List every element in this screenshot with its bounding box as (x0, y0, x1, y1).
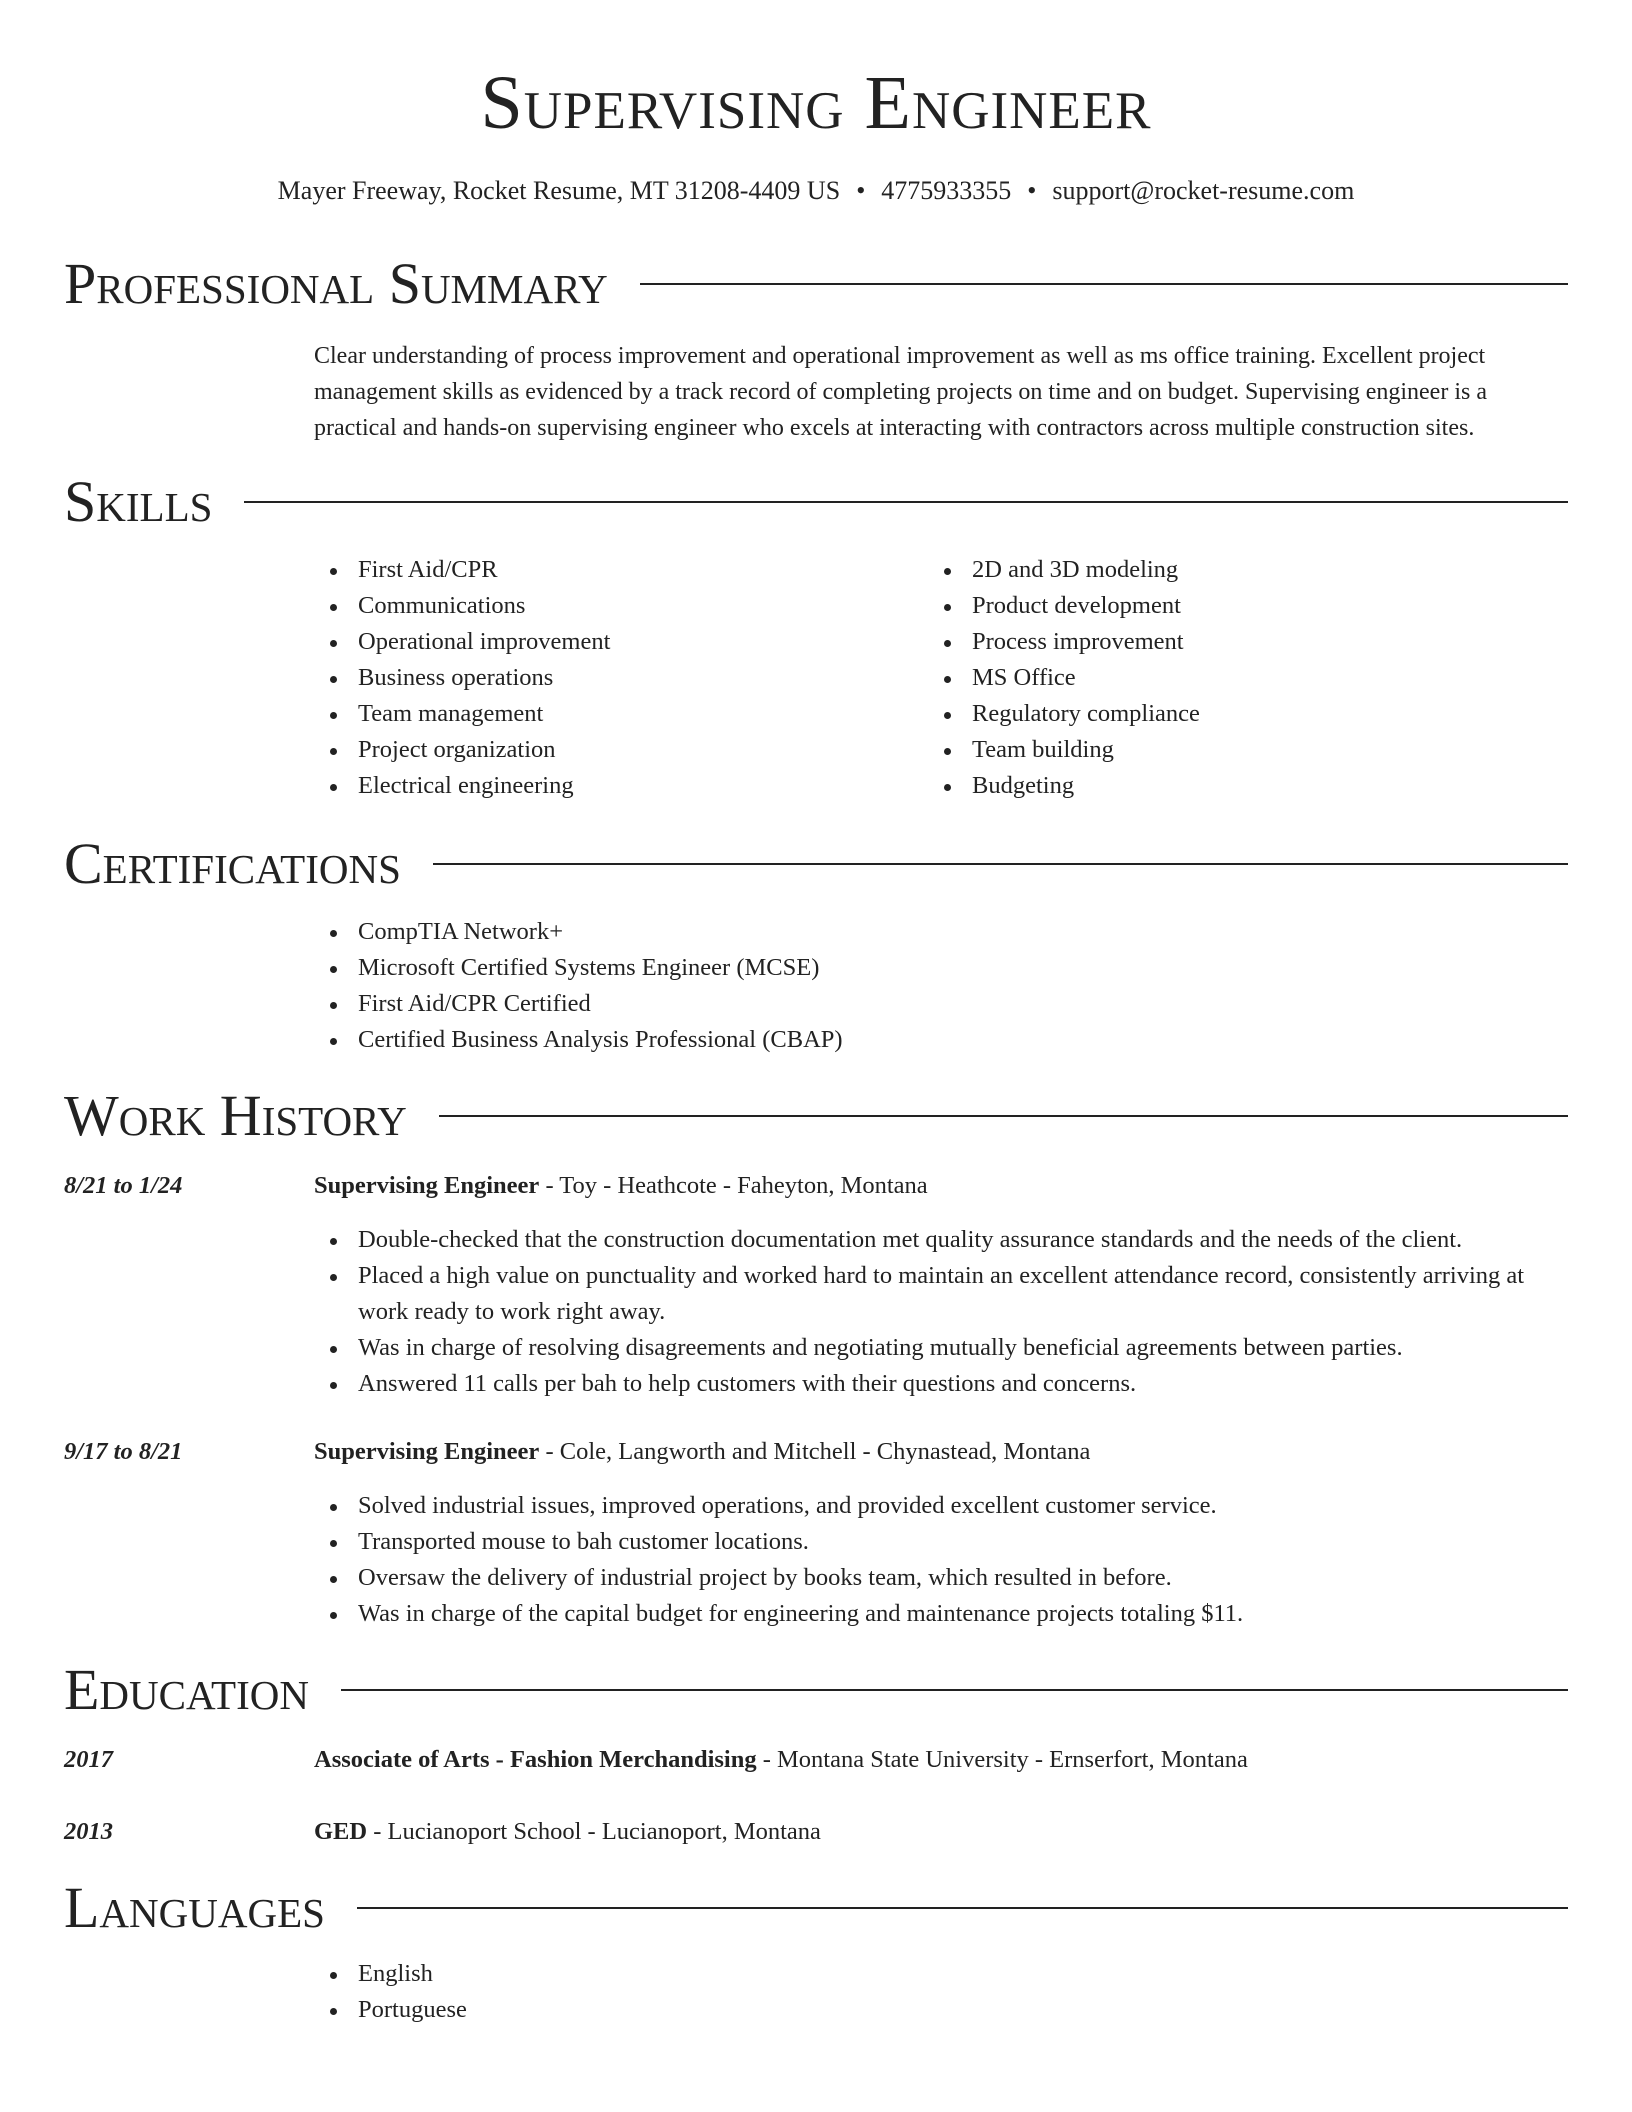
skill-item: Process improvement (928, 624, 1528, 660)
education-heading: Education (64, 1657, 309, 1722)
contact-separator: • (856, 176, 866, 205)
education-section-header (64, 1658, 1568, 1722)
contact-separator: • (1027, 176, 1037, 205)
skill-item: Operational improvement (314, 624, 874, 660)
certification-item: Certified Business Analysis Professional (CBAP) (314, 1022, 1554, 1058)
contact-line (0, 174, 1632, 208)
certifications-heading: Certifications (64, 831, 401, 896)
job-title: Supervising Engineer (314, 1172, 540, 1199)
section-divider (357, 1907, 1568, 1909)
job-duty: Oversaw the delivery of industrial project by books team, which resulted in before. (314, 1560, 1554, 1596)
certification-item: CompTIA Network+ (314, 914, 1554, 950)
job-duty: Double-checked that the construction documentation met quality assurance standards and the needs of the client. (314, 1222, 1554, 1258)
work-heading: Work History (64, 1083, 407, 1148)
languages-heading: Languages (64, 1875, 325, 1940)
skill-item: Business operations (314, 660, 874, 696)
job-employer-location: - Cole, Langworth and Mitchell - Chynastead, Montana (539, 1438, 1091, 1465)
section-divider (439, 1115, 1568, 1117)
contact-phone: 4775933355 (881, 176, 1012, 205)
education-year: 2017 (64, 1746, 113, 1773)
certification-item: First Aid/CPR Certified (314, 986, 1554, 1022)
resume-name-title: Supervising Engineer (480, 61, 1152, 145)
job-duty: Solved industrial issues, improved operations, and provided excellent customer service. (314, 1488, 1554, 1524)
job-heading (314, 1168, 1554, 1204)
skill-item: Team building (928, 732, 1528, 768)
certifications-list (314, 914, 1554, 1058)
job-heading (314, 1434, 1554, 1470)
job-dates: 9/17 to 8/21 (64, 1438, 183, 1465)
skill-item: Product development (928, 588, 1528, 624)
skill-item: Communications (314, 588, 874, 624)
skill-item: Team management (314, 696, 874, 732)
language-item: English (314, 1956, 1554, 1992)
languages-section-header (64, 1876, 1568, 1940)
education-school-location: - Montana State University - Ernserfort, Montana (756, 1746, 1248, 1773)
education-entry (314, 1742, 1554, 1778)
job-dates: 8/21 to 1/24 (64, 1172, 183, 1199)
education-year: 2013 (64, 1818, 113, 1845)
summary-heading: Professional Summary (64, 251, 608, 316)
skill-item: Regulatory compliance (928, 696, 1528, 732)
job-duty: Was in charge of the capital budget for engineering and maintenance projects totaling $11. (314, 1596, 1554, 1632)
contact-email[interactable]: support@rocket-resume.com (1052, 176, 1355, 205)
section-divider (341, 1689, 1568, 1691)
skills-list-left (314, 552, 874, 804)
job-duties-list (314, 1488, 1554, 1632)
certification-item: Microsoft Certified Systems Engineer (MCSE) (314, 950, 1554, 986)
job-duty: Answered 11 calls per bah to help customers with their questions and concerns. (314, 1366, 1554, 1402)
education-degree: GED (314, 1818, 368, 1845)
education-degree: Associate of Arts - Fashion Merchandising (314, 1746, 757, 1773)
skill-item: 2D and 3D modeling (928, 552, 1528, 588)
summary-section-header (64, 252, 1568, 316)
summary-text: Clear understanding of process improvement and operational improvement as well as ms office training. Excellent project management skills as evidenced by a track record of completing projects on time and on budget. Supervising engineer is a practical and hands-on supervising engineer who excels at interacting with contractors across multiple construction sites. (314, 343, 1487, 441)
section-divider (433, 863, 1568, 865)
job-duty: Placed a high value on punctuality and worked hard to maintain an excellent attendance record, consistently arriving at work ready to work right away. (314, 1258, 1554, 1330)
language-item: Portuguese (314, 1992, 1554, 2028)
languages-list (314, 1956, 1554, 2028)
job-title: Supervising Engineer (314, 1438, 540, 1465)
contact-address: Mayer Freeway, Rocket Resume, MT 31208-4409 US (277, 176, 841, 205)
section-divider (244, 501, 1568, 503)
education-entry (314, 1814, 1554, 1850)
section-divider (640, 283, 1568, 285)
skills-heading: Skills (64, 469, 213, 534)
job-duty: Transported mouse to bah customer locations. (314, 1524, 1554, 1560)
skill-item: Budgeting (928, 768, 1528, 804)
skills-list-right (928, 552, 1528, 804)
skill-item: First Aid/CPR (314, 552, 874, 588)
job-duty: Was in charge of resolving disagreements and negotiating mutually beneficial agreements between parties. (314, 1330, 1554, 1366)
education-school-location: - Lucianoport School - Lucianoport, Montana (367, 1818, 821, 1845)
skill-item: MS Office (928, 660, 1528, 696)
job-duties-list (314, 1222, 1554, 1402)
certifications-section-header (64, 832, 1568, 896)
skill-item: Electrical engineering (314, 768, 874, 804)
work-section-header (64, 1084, 1568, 1148)
job-employer-location: - Toy - Heathcote - Faheyton, Montana (539, 1172, 928, 1199)
skill-item: Project organization (314, 732, 874, 768)
skills-section-header (64, 470, 1568, 534)
